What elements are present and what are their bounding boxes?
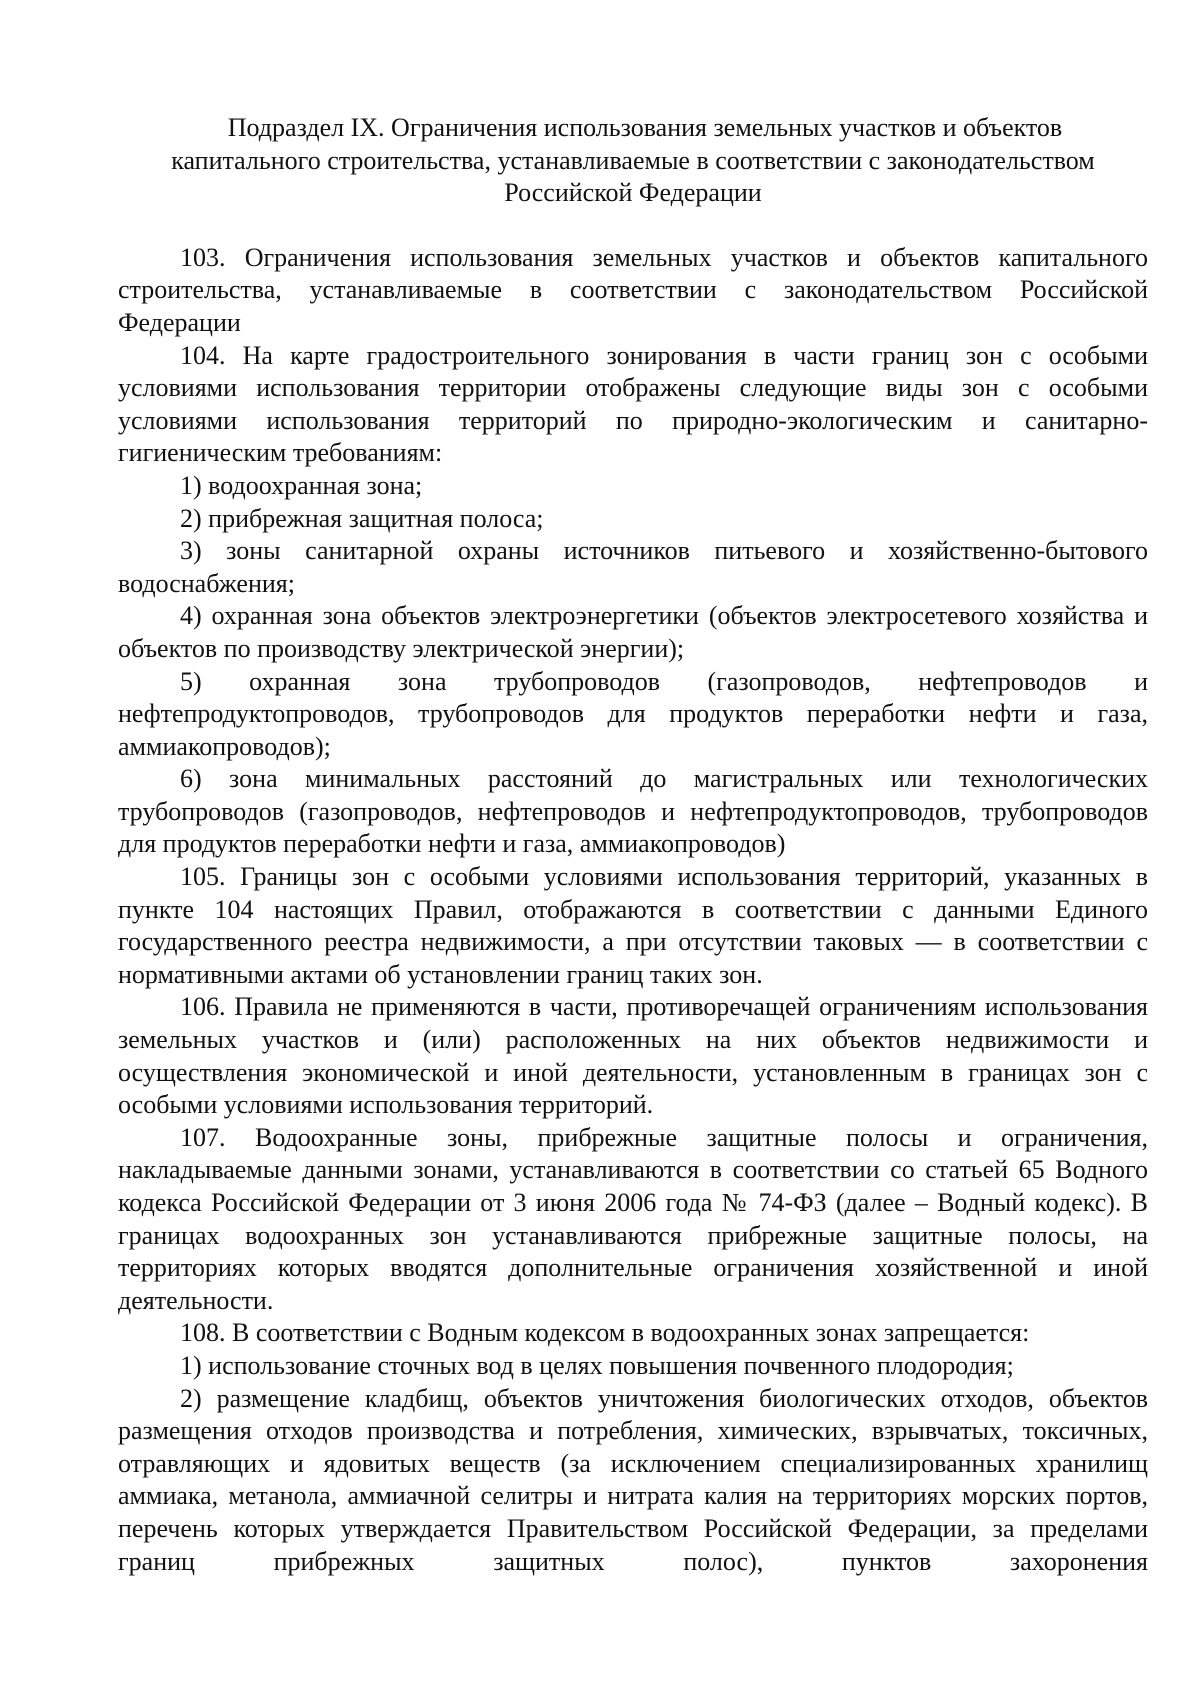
list-item-6: 6) зона минимальных расстояний до магистральных или технологических трубопроводов (газопроводов, нефтепроводов и нефтепродуктопроводов, трубопроводов для продуктов переработки нефти и газа, аммиакопроводов) [118, 764, 1148, 859]
clause-105: 105. Границы зон с особыми условиями использования территорий, указанных в пункте 104 настоящих Правил, отображаются в соответствии с данными Единого государственного реестра недвижимости, а при отсутствии таковых — в соответствии с нормативными актами об установлении границ таких зон. [118, 862, 1148, 989]
section-heading [118, 112, 1148, 210]
list-item-5: 5) охранная зона трубопроводов (газопроводов, нефтепроводов и нефтепродуктопроводов, трубопроводов для продуктов переработки нефти и газа, аммиакопроводов); [118, 666, 1148, 761]
list-item-3: 3) зоны санитарной охраны источников питьевого и хозяйственно-бытового водоснабжения; [118, 536, 1148, 598]
clause-104: 104. На карте градостроительного зонирования в части границ зон с особыми условиями использования территории отображены следующие виды зон с особыми условиями использования территорий по природно-экологическим и санитарно-гигиеническим требованиям: [118, 340, 1148, 468]
list-item-2: 2) размещение кладбищ, объектов уничтожения биологических отходов, объектов размещения отходов производства и потребления, химических, взрывчатых, токсичных, отравляющих и ядовитых веществ (за исключением специализированных хранилищ аммиака, метанола, аммиачной селитры и нитрата калия на территориях морских портов, перечень которых утверждается Правительством Российской Федерации, за пределами границ прибрежных защитных полос), пунктов захоронения [118, 1383, 1148, 1576]
list-item-1: 1) водоохранная зона; [180, 470, 423, 500]
clause-107: 107. Водоохранные зоны, прибрежные защитные полосы и ограничения, накладываемые данными зонами, устанавливаются в соответствии со статьей 65 Водного кодекса Российской Федерации от 3 июня 2006 года № 74-ФЗ (далее – Водный кодекс). В границах водоохранных зон устанавливаются прибрежные защитные полосы, на территориях которых вводятся дополнительные ограничения хозяйственной и иной деятельности. [118, 1122, 1148, 1315]
clause-103: 103. Ограничения использования земельных участков и объектов капитального строительства, устанавливаемые в соответствии с законодательством Российской Федерации [118, 242, 1148, 337]
clause-106: 106. Правила не применяются в части, противоречащей ограничениям использования земельных участков и (или) расположенных на них объектов недвижимости и осуществления экономической и иной деятельности, установленным в границах зон с особыми условиями использования территорий. [118, 992, 1148, 1120]
heading-line: Российской Федерации [504, 178, 762, 208]
heading-line: капитального строительства, устанавливаемые в соответствии с законодательством [171, 145, 1095, 175]
clause-108: 108. В соответствии с Водным кодексом в водоохранных зонах запрещается: [180, 1318, 1030, 1348]
list-item-2: 2) прибрежная защитная полоса; [180, 503, 544, 533]
list-item-1: 1) использование сточных вод в целях повышения почвенного плодородия; [180, 1350, 1014, 1380]
heading-line: Подраздел IX. Ограничения использования земельных участков и объектов [227, 113, 1063, 142]
list-item-4: 4) охранная зона объектов электроэнергетики (объектов электросетевого хозяйства и объектов по производству электрической энергии); [118, 601, 1148, 663]
